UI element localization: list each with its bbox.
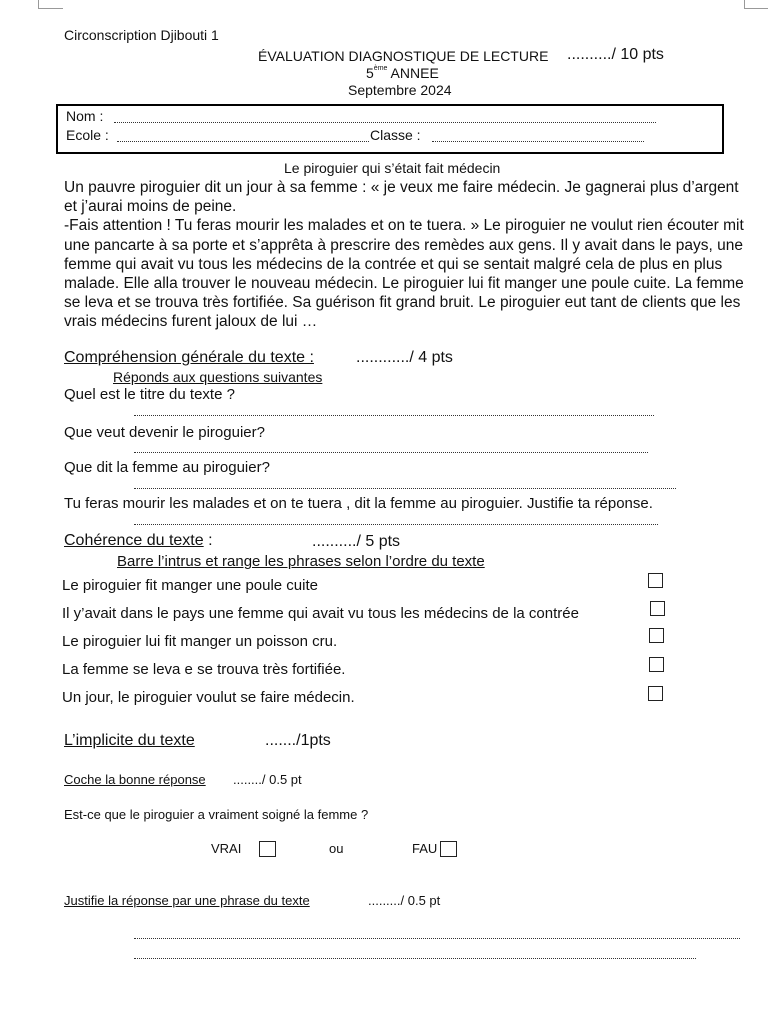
sentence-4-checkbox[interactable]	[649, 657, 664, 672]
paragraph-1: Un pauvre piroguier dit un jour à sa femme : « je veux me faire médecin. Je gagnerai plus d’argent et j’aurai moins de peine.	[64, 179, 739, 216]
answer-line-1[interactable]	[134, 415, 654, 416]
evaluation-title: ÉVALUATION DIAGNOSTIQUE DE LECTURE	[258, 48, 549, 64]
faux-label: FAU	[412, 841, 438, 856]
ou-label: ou	[329, 841, 344, 856]
coche-label: Coche la bonne réponse	[64, 772, 206, 787]
vrai-checkbox[interactable]	[259, 841, 276, 857]
answer-line-2[interactable]	[134, 452, 648, 453]
answer-line-3[interactable]	[134, 488, 676, 489]
sentence-1-checkbox[interactable]	[648, 573, 663, 588]
page-corner-mark-right-line	[744, 0, 768, 9]
question-2: Que veut devenir le piroguier?	[64, 424, 265, 441]
question-3: Que dit la femme au piroguier?	[64, 459, 270, 476]
sentence-3: Le piroguier lui fit manger un poisson cru.	[62, 633, 338, 650]
sentence-2: Il y’avait dans le pays une femme qui avait vu tous les médecins de la contrée	[62, 605, 579, 622]
sentence-4: La femme se leva e se trouva très fortifiée.	[62, 661, 346, 678]
coherence-heading-line	[64, 532, 213, 550]
reading-text	[64, 178, 754, 332]
justifie-label: Justifie la réponse par une phrase du texte	[64, 893, 310, 908]
classe-label: Classe :	[370, 127, 421, 143]
sentence-5-checkbox[interactable]	[648, 686, 663, 701]
answer-line-4[interactable]	[134, 524, 658, 525]
coherence-colon: :	[208, 532, 213, 549]
nom-field[interactable]	[114, 122, 656, 123]
ecole-field[interactable]	[117, 141, 369, 142]
sentence-5: Un jour, le piroguier voulut se faire médecin.	[62, 689, 355, 706]
vrai-label: VRAI	[211, 841, 242, 856]
coherence-points: ........../ 5 pts	[312, 533, 401, 550]
page-corner-mark-left	[38, 0, 63, 9]
implicite-heading: L’implicite du texte	[64, 732, 195, 749]
comprehension-heading: Compréhension générale du texte :	[64, 349, 314, 366]
sentence-1: Le piroguier fit manger une poule cuite	[62, 577, 318, 594]
implicite-question: Est-ce que le piroguier a vraiment soigné la femme ?	[64, 807, 369, 822]
question-1: Quel est le titre du texte ?	[64, 386, 235, 403]
comprehension-instruction: Réponds aux questions suivantes	[113, 369, 323, 385]
ecole-label: Ecole :	[66, 127, 109, 143]
coherence-heading: Cohérence du texte	[64, 532, 204, 549]
date: Septembre 2024	[348, 82, 452, 98]
classe-field[interactable]	[432, 141, 644, 142]
faux-checkbox[interactable]	[440, 841, 457, 857]
grade-number: 5	[366, 65, 374, 81]
sentence-2-checkbox[interactable]	[650, 601, 665, 616]
grade-superscript: ème	[373, 65, 388, 73]
paragraph-2: -Fais attention ! Tu feras mourir les malades et on te tuera. » Le piroguier ne voulut rien écouter mit une pancarte à sa porte et s’apprêta à prescrire des remèdes aux gens. Il y avait dans le pays, une femme qui avait vu tous les médecins de la contrée et qui se sentait malgré cela de plus en plus malade. Elle alla trouver le nouveau médecin. Le piroguier lui fit manger une poule cuite. La femme se leva et se trouva très fortifiée. Sa guérison fit grand bruit. Le piroguier eut tant de clients que les vrais médecins furent jaloux de lui …	[64, 217, 744, 331]
comprehension-points: ............/ 4 pts	[356, 349, 453, 366]
implicite-points: ......./1pts	[265, 732, 331, 749]
evaluation-points: ........../ 10 pts	[567, 46, 664, 63]
circonscription: Circonscription Djibouti 1	[64, 27, 219, 43]
question-4: Tu feras mourir les malades et on te tuera , dit la femme au piroguier. Justifie ta réponse.	[64, 495, 653, 512]
sentence-3-checkbox[interactable]	[649, 628, 664, 643]
justify-answer-line-1[interactable]	[134, 938, 740, 939]
justifie-points: ........./ 0.5 pt	[368, 893, 441, 908]
coche-points: ......../ 0.5 pt	[233, 772, 302, 787]
text-title: Le piroguier qui s’était fait médecin	[284, 160, 501, 176]
justify-answer-line-2[interactable]	[134, 958, 696, 959]
grade-line	[366, 65, 439, 81]
grade-word: ANNEE	[390, 65, 439, 81]
nom-label: Nom :	[66, 108, 104, 124]
coherence-instruction: Barre l’intrus et range les phrases selon l’ordre du texte	[117, 553, 485, 570]
